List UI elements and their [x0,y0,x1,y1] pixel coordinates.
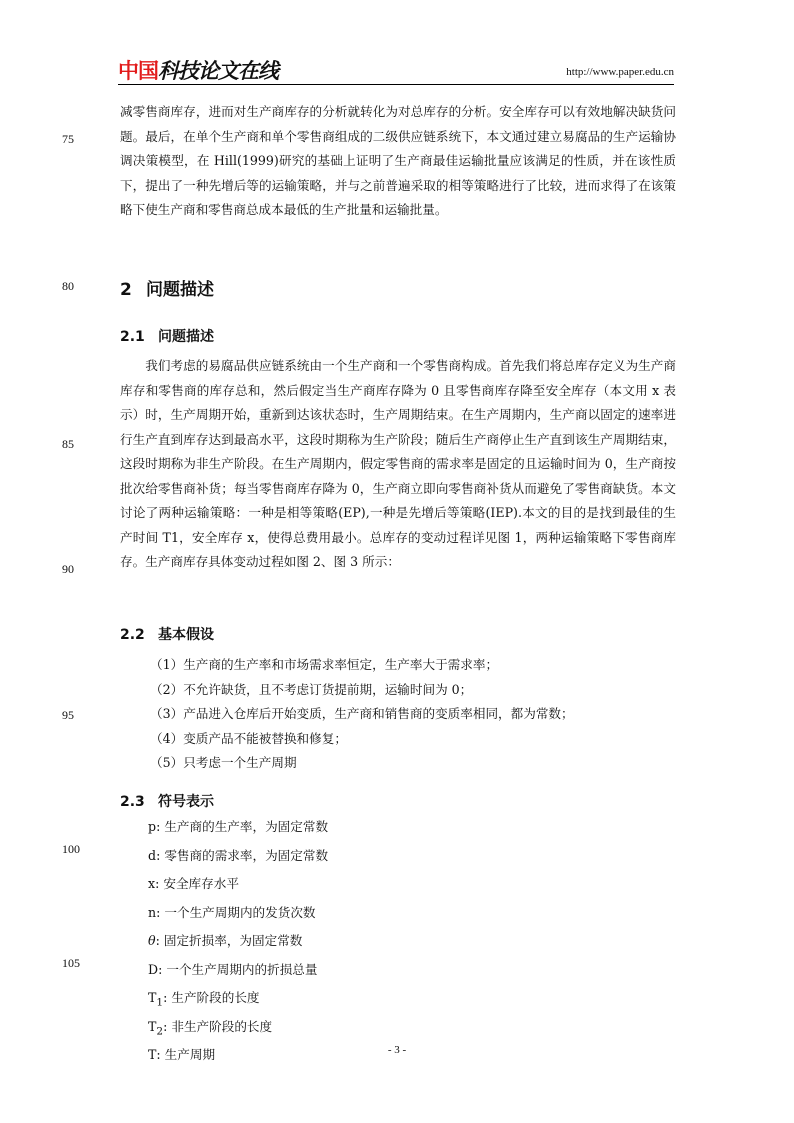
symbol-desc: 生产周期 [164,1047,216,1063]
symbol-desc: 一个生产周期内的发货次数 [164,904,316,920]
problem-paragraph: 我们考虑的易腐品供应链系统由一个生产商和一个零售商构成。首先我们将总库存定义为生产商库存和零售商的库存总和，然后假定当生产商库存降为 0 且零售商库存降至安全库存（本文用 x 表示）时，生产周期开始，重新到达该状态时，生产周期结束。在生产周期内，生产商以固定的速率进行生产直到库存达到最高水平，这段时期称为生产阶段；随后生产商停止生产直到该生产周期结束，这段时期称为非生产阶段。在生产周期内，假定零售商的需求率是固定的且运输时间为 0，生产商按批次给零售商补货；每当零售商库存降为 0，生产商立即向零售商补货从而避免了零售商缺货。本文讨论了两种运输策略：一种是相等策略(EP),一种是先增后等策略(IEP).本文的目的是找到最佳的生产时间 T1，安全库存 x，使得总费用最小。总库存的变动过程详见图 1，两种运输策略下零售商库存。生产商库存具体变动过程如图 2、图 3 所示： [120,358,676,569]
line-number: 85 [62,437,74,451]
subsection-heading-2-2 [120,624,214,644]
symbol: d [148,847,157,863]
subsection-title: 基本假设 [158,627,214,643]
symbol-item: d: 零售商的需求率，为固定常数 [148,847,329,863]
symbol-desc: 安全库存水平 [163,876,239,892]
intro-paragraph: 减零售商库存，进而对生产商库存的分析就转化为对总库存的分析。安全库存可以有效地解决缺货问题。最后，在单个生产商和单个零售商组成的二级供应链系统下，本文通过建立易腐品的生产运输协调决策模型，在 Hill(1999)研究的基础上证明了生产商最佳运输批量应该满足的性质，并在该性质下，提出了一种先增后等的运输策略，并与之前普遍采取的相等策略进行了比较，进而求得了在该策略下使生产商和零售商总成本最低的生产批量和运输批量。 [120,104,676,217]
symbol-desc: 生产阶段的长度 [171,990,260,1006]
subsection-heading-2-3 [120,791,214,811]
symbol: D [148,961,159,977]
page-number: - 3 - [387,1044,407,1056]
assumption-list [150,653,574,776]
symbol-item: θ: 固定折损率，为固定常数 [148,933,303,949]
symbol-item: $T_1$: 生产阶段的长度 [148,990,260,1009]
symbol: n [148,904,157,920]
assumption-item: （3）产品进入仓库后开始变质，生产商和销售商的变质率相同，都为常数； [150,706,574,721]
symbol-item: $T_2$: 非生产阶段的长度 [148,1018,273,1038]
symbol-desc: 一个生产周期内的折损总量 [166,961,318,977]
symbol: T [148,1047,157,1063]
section-title: 问题描述 [146,280,214,300]
header-url[interactable]: http://www.paper.edu.cn [566,66,674,78]
section-number: 2 [120,280,132,300]
subsection-heading-2-1 [120,326,214,346]
symbol-item: x: 安全库存水平 [148,876,239,892]
symbol: p [148,819,157,834]
line-number: 75 [62,132,74,146]
assumption-item: （5）只考虑一个生产周期 [150,755,297,770]
journal-logo [118,58,278,84]
logo-black-text: 科技论文在线 [158,59,278,83]
symbol-item: T: 生产周期 [148,1047,216,1063]
assumption-item: （4）变质产品不能被替换和修复； [150,730,347,746]
symbol-item: D: 一个生产周期内的折损总量 [148,961,318,977]
subsection-title: 符号表示 [158,794,214,810]
subsection-number: 2.1 [120,329,145,345]
symbol: x [148,876,156,892]
line-number: 95 [62,708,74,722]
symbol: T [148,990,157,1006]
symbol-desc: 非生产阶段的长度 [171,1018,273,1034]
assumption-item: （1）生产商的生产率和市场需求率恒定，生产率大于需求率； [150,657,499,672]
line-number: 105 [62,956,80,970]
section-heading [120,275,214,300]
symbol: θ [148,933,156,949]
line-number: 80 [62,279,74,293]
line-number: 100 [62,842,80,856]
symbol: T [148,1018,157,1034]
symbol-item: p: 生产商的生产率，为固定常数 [148,819,329,834]
symbol-list [148,815,328,1072]
subsection-number: 2.2 [120,627,145,643]
logo-red-text: 中国 [118,59,158,83]
subsection-title: 问题描述 [158,329,214,345]
page-header [118,58,674,84]
symbol-desc: 固定折损率，为固定常数 [163,933,303,949]
symbol-desc: 生产商的生产率，为固定常数 [164,819,329,834]
assumption-item: （2）不允许缺货，且不考虑订货提前期，运输时间为 0； [150,681,473,697]
subsection-number: 2.3 [120,794,145,810]
line-number: 90 [62,562,74,576]
symbol-desc: 零售商的需求率，为固定常数 [164,847,329,863]
header-rule [118,84,674,85]
symbol-item: n: 一个生产周期内的发货次数 [148,904,316,920]
